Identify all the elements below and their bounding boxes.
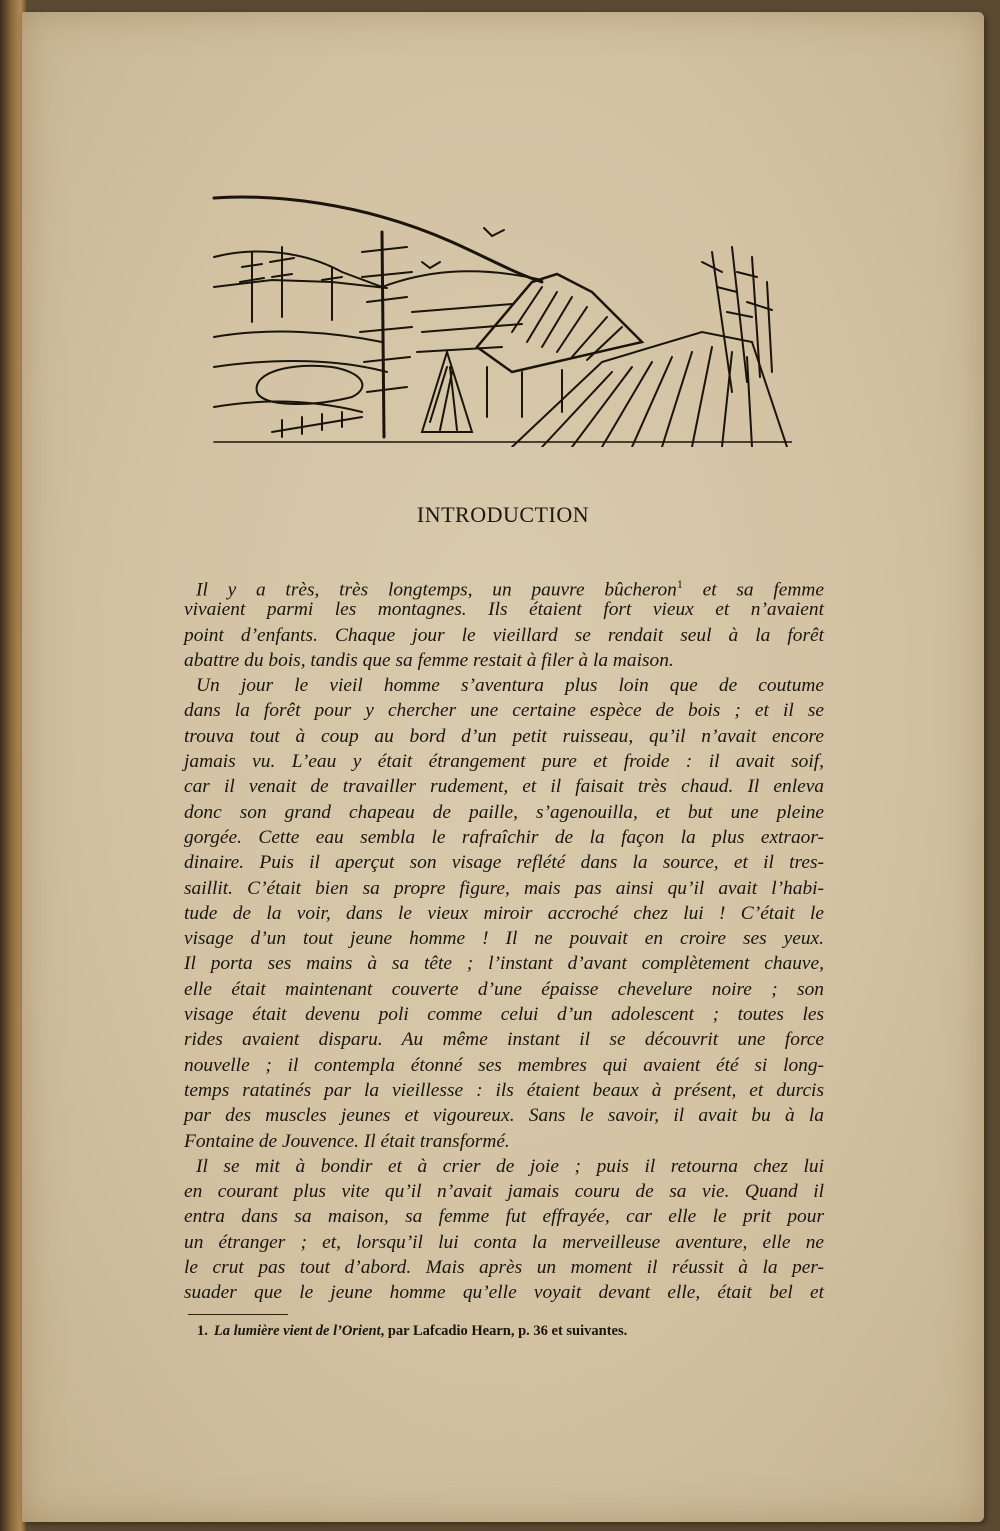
footnote-book-title: La lumière vient de l’Orient (213, 1323, 381, 1339)
text-line-first (184, 572, 824, 601)
text-line: abattre du bois, tandis que sa femme restait à filer à la maison. (184, 649, 674, 671)
text-line: gorgée. Cette eau sembla le rafraîchir de la façon la plus extraor- (184, 826, 824, 848)
text-line: trouva tout à coup au bord d’un petit ruisseau, qu’il n’avait encore (184, 725, 824, 747)
text-line: Il porta ses mains à sa tête ; l’instant d’avant complètement chauve, (184, 953, 824, 975)
footnote (197, 1323, 817, 1340)
text-line: elle était maintenant couverte d’une épaisse chevelure noire ; son (184, 978, 824, 1000)
text-line: un étranger ; et, lorsqu’il lui conta la merveilleuse aventure, elle ne (184, 1231, 824, 1253)
text-line: nouvelle ; il contempla étonné ses membres qui avaient été si long- (184, 1054, 824, 1076)
text-line: rides avaient disparu. Au même instant il se découvrit une force (184, 1029, 824, 1051)
text-line: temps ratatinés par la vieillesse : ils étaient beaux à présent, et durcis (184, 1079, 824, 1101)
text-line: visage d’un tout jeune homme ! Il ne pouvait en croire ses yeux. (184, 928, 824, 950)
footnote-reference: , par Lafcadio Hearn, p. 36 et suivantes. (380, 1323, 628, 1339)
text-line: dinaire. Puis il aperçut son visage reflété dans la source, et il tres- (184, 852, 824, 874)
text-line: Un jour le vieil homme s’aventura plus loin que de coutume (196, 675, 824, 697)
text-line: vivaient parmi les montagnes. Ils étaient fort vieux et n’avaient (184, 599, 824, 621)
footnote-marker: 1 (676, 577, 683, 591)
village-landscape-illustration (212, 192, 792, 447)
text-line: en courant plus vite qu’il n’avait jamais couru de sa vie. Quand il (184, 1181, 824, 1203)
text-line-content: Il y a très, très longtemps, un pauvre bûcheron (196, 579, 677, 601)
text-line: visage était devenu poli comme celui d’un adolescent ; toutes les (184, 1004, 824, 1026)
text-line: car il venait de travailler rudement, et il faisait très chaud. Il enleva (184, 776, 824, 798)
footnote-divider (188, 1314, 288, 1315)
text-line: par des muscles jeunes et vigoureux. Sans le savoir, il avait bu à la (184, 1105, 824, 1127)
page-title: INTRODUCTION (416, 502, 590, 527)
footnote-number: 1. (197, 1323, 208, 1339)
text-line: saillit. C’était bien sa propre figure, mais pas ainsi qu’il avait l’habi- (184, 877, 824, 899)
book-page (22, 12, 984, 1522)
text-line: Fontaine de Jouvence. Il était transformé. (184, 1130, 510, 1152)
text-line: le crut pas tout d’abord. Mais après un moment il réussit à la per- (184, 1257, 824, 1279)
body-text (184, 572, 824, 1306)
text-line: point d’enfants. Chaque jour le vieillard se rendait seul à la forêt (184, 624, 824, 646)
text-line-tail: et sa femme (702, 579, 824, 601)
text-line: donc son grand chapeau de paille, s’agenouilla, et but une pleine (184, 801, 824, 823)
text-line: dans la forêt pour y chercher une certaine espèce de bois ; et il se (184, 700, 824, 722)
text-line: entra dans sa maison, sa femme fut effrayée, car elle le prit pour (184, 1206, 824, 1228)
text-line: suader que le jeune homme qu’elle voyait devant elle, était bel et (184, 1282, 824, 1304)
text-line: jamais vu. L’eau y était étrangement pure et froide : il avait soif, (184, 751, 824, 773)
text-line: Il se mit à bondir et à crier de joie ; puis il retourna chez lui (196, 1155, 824, 1177)
text-line: tude de la voir, dans le vieux miroir accroché chez lui ! C’était le (184, 902, 824, 924)
